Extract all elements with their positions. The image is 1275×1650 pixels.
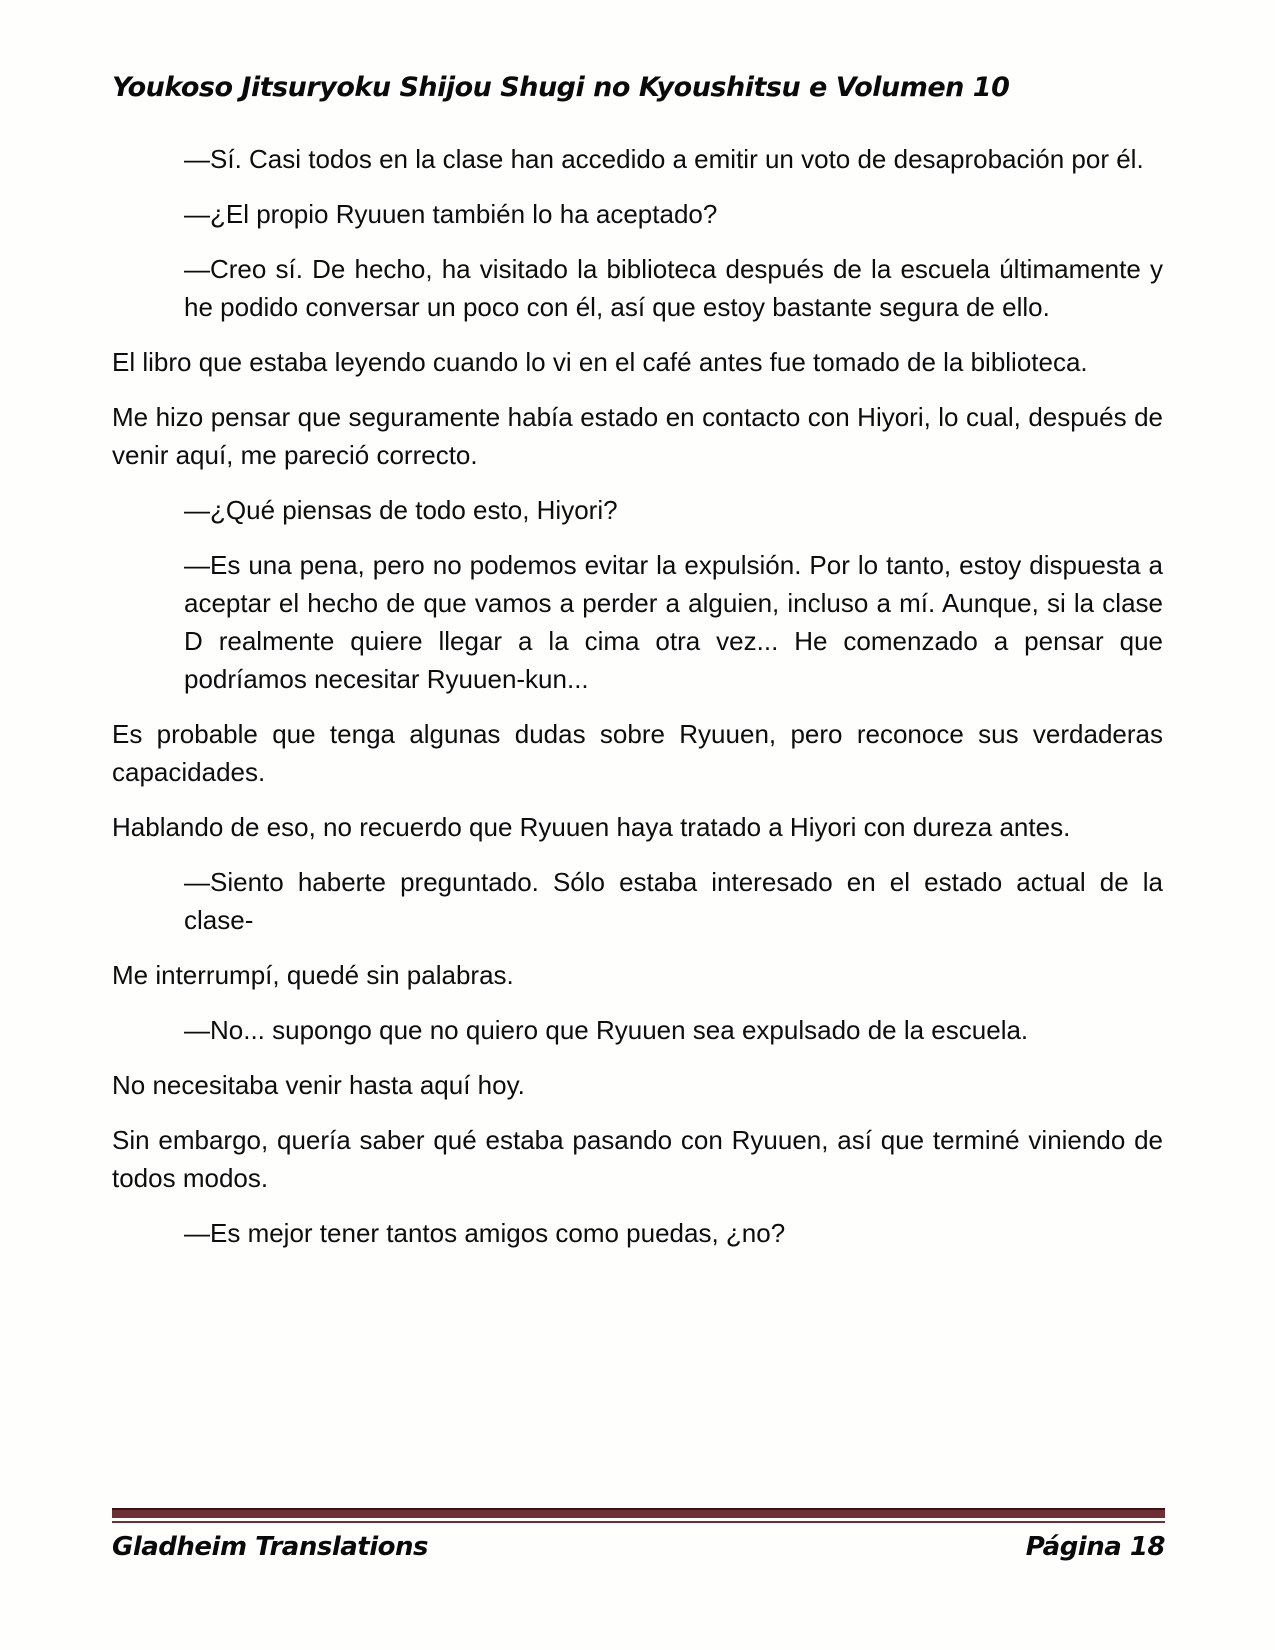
paragraph-dialogue: —Es una pena, pero no podemos evitar la expulsión. Por lo tanto, estoy dispuesta a aceptar el hecho de que vamos a perder a alguien, incluso a mí. Aunque, si la clase D realmente quiere llegar a la cima otra vez... He comenzado a pensar que podríamos necesitar Ryuuen-kun... xyxy=(184,550,1163,694)
paragraph-narrative: Me interrumpí, quedé sin palabras. xyxy=(112,960,514,990)
footer-rule xyxy=(112,1508,1165,1523)
header-title: Youkoso Jitsuryoku Shijou Shugi no Kyoushitsu e Volumen 10 xyxy=(112,72,1010,103)
footer-page-number: Página 18 xyxy=(1025,1532,1165,1562)
paragraph-dialogue: —¿El propio Ryuuen también lo ha aceptado? xyxy=(184,199,718,229)
footer-rule-thick xyxy=(112,1508,1165,1518)
paragraph-dialogue: —No... supongo que no quiero que Ryuuen sea expulsado de la escuela. xyxy=(184,1015,1029,1045)
paragraph-dialogue: —Siento haberte preguntado. Sólo estaba interesado en el estado actual de la clase- xyxy=(184,867,1163,935)
paragraph-narrative: El libro que estaba leyendo cuando lo vi en el café antes fue tomado de la biblioteca. xyxy=(112,347,1088,377)
paragraph-dialogue: —Sí. Casi todos en la clase han accedido a emitir un voto de desaprobación por él. xyxy=(184,144,1144,174)
paragraph-dialogue: —¿Qué piensas de todo esto, Hiyori? xyxy=(184,495,618,525)
page-footer xyxy=(112,1508,1165,1562)
paragraph-narrative: Sin embargo, quería saber qué estaba pasando con Ryuuen, así que terminé viniendo de todos modos. xyxy=(112,1125,1163,1193)
paragraph-narrative: No necesitaba venir hasta aquí hoy. xyxy=(112,1070,525,1100)
paragraph-narrative: Hablando de eso, no recuerdo que Ryuuen haya tratado a Hiyori con dureza antes. xyxy=(112,812,1071,842)
footer-rule-thin xyxy=(112,1521,1165,1523)
paragraph-narrative: Es probable que tenga algunas dudas sobre Ryuuen, pero reconoce sus verdaderas capacidades. xyxy=(112,719,1163,787)
paragraph-dialogue: —Creo sí. De hecho, ha visitado la biblioteca después de la escuela últimamente y he podido conversar un poco con él, así que estoy bastante segura de ello. xyxy=(184,254,1163,322)
footer-translator-credit: Gladheim Translations xyxy=(112,1532,428,1562)
paragraph-dialogue: —Es mejor tener tantos amigos como puedas, ¿no? xyxy=(184,1218,786,1248)
footer-text-row xyxy=(112,1532,1165,1562)
page-body xyxy=(112,140,1163,1269)
page-header xyxy=(112,72,1163,103)
paragraph-narrative: Me hizo pensar que seguramente había estado en contacto con Hiyori, lo cual, después de venir aquí, me pareció correcto. xyxy=(112,402,1163,470)
